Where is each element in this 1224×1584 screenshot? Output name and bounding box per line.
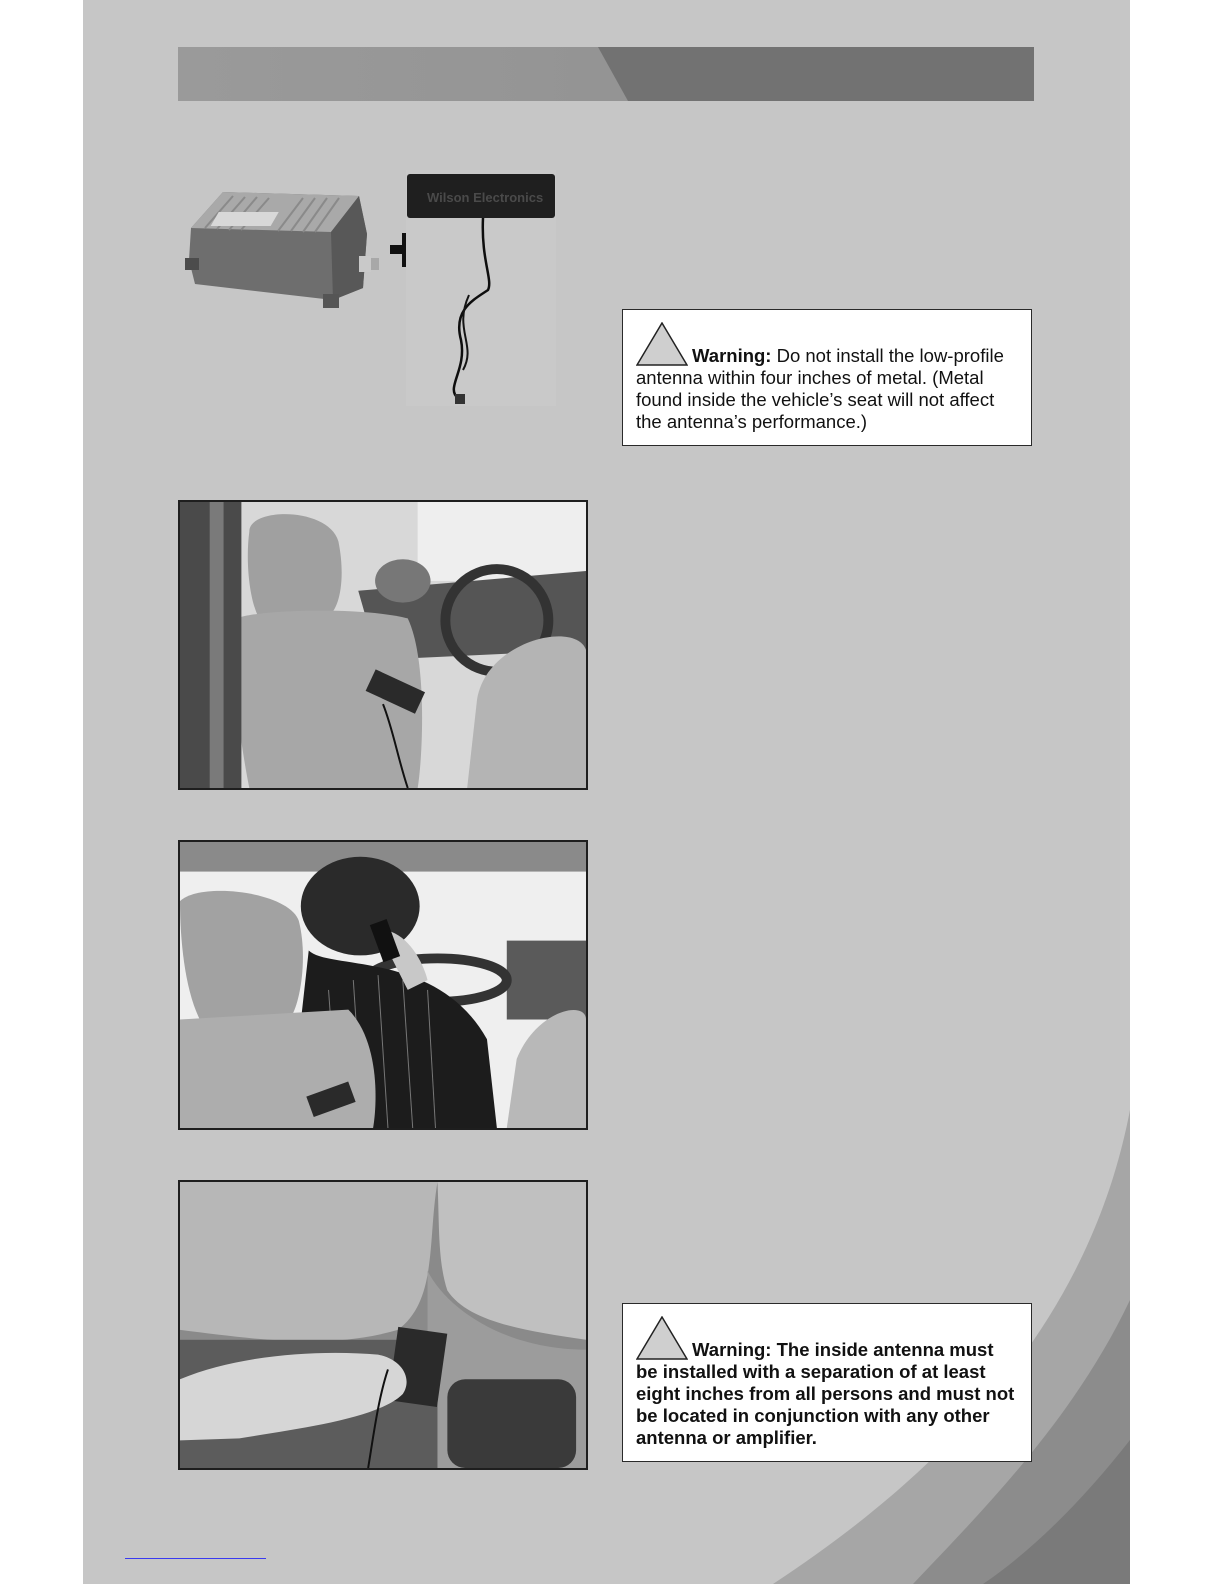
amplifier-and-antenna-photo	[183, 170, 563, 406]
hand-placing-antenna-photo	[178, 1180, 588, 1470]
warning-text: The inside antenna must be installed with a separation of at least eight inches from all persons and must not be located in conjunction with any other antenna or amplifier.	[636, 1339, 1015, 1448]
manual-page	[83, 0, 1130, 1584]
amplifier-image	[185, 192, 379, 308]
warning-box-metal	[622, 309, 1032, 446]
section-header-bar	[178, 47, 1034, 101]
footer-link-underline[interactable]	[125, 1558, 266, 1559]
warning-text: Do not install the low-profile antenna within four inches of metal. (Metal found inside the vehicle’s seat will not affect the antenna’s performance.)	[636, 345, 1004, 432]
warning-label: Warning:	[692, 1339, 772, 1360]
warning-box-separation	[622, 1303, 1032, 1462]
antenna-brand-logo: Wilson Electronics	[427, 190, 544, 205]
warning-triangle-icon	[636, 1316, 688, 1360]
driver-on-phone-photo	[178, 840, 588, 1130]
warning-triangle-icon	[636, 322, 688, 366]
warning-label: Warning:	[692, 345, 772, 366]
antenna-mounted-on-seat-photo	[178, 500, 588, 790]
